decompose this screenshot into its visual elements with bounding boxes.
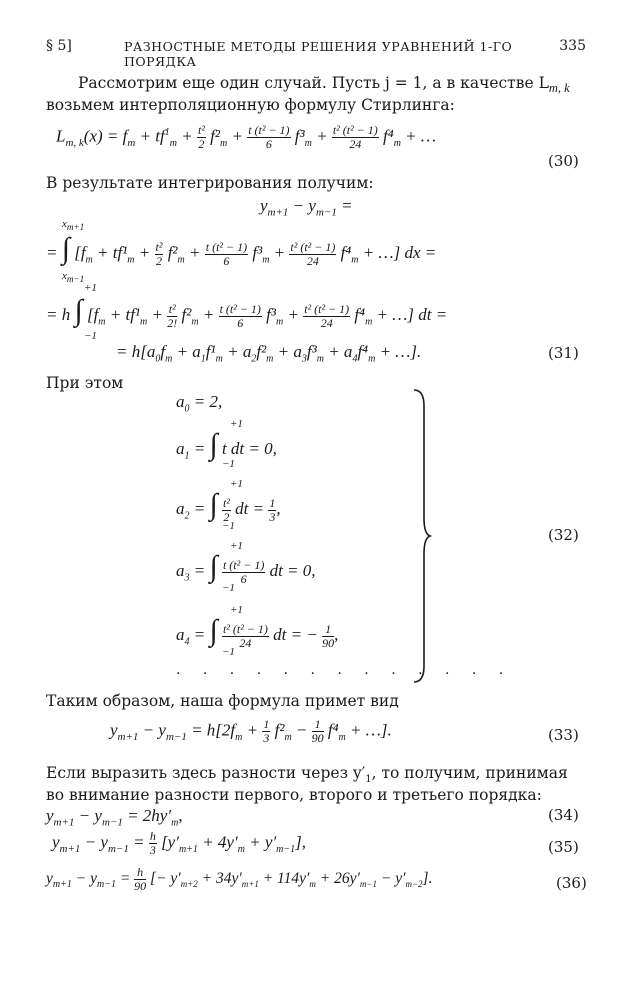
- formula-36: $y_{m+1} - y_{m-1}$ = $\frac{h}{90}$ [− $y'_{m+2} + 34y'_{m+1} + 114y'_m + 26y'_{m-1} - y'_{m-2}$].: [46, 865, 433, 893]
- eq-number-36: (36): [556, 874, 587, 892]
- para-where: При этом: [46, 374, 124, 392]
- formula-a4: +1 $a_4$ = ∫ $\frac{\text{t² (t² − 1)}}{24}$ dt = − $\frac{1}{90}$ , −1: [176, 604, 339, 658]
- eq-number-31: (31): [548, 344, 579, 362]
- para-intro-line1: Рассмотрим еще один случай. Пусть j = 1, а в качестве $L_{m, k}$: [78, 74, 570, 95]
- formula-a3: +1 $a_3$ = ∫ $\frac{\text{t (t² − 1)}}{6}$ dt = 0, −1: [176, 540, 316, 594]
- para-differences-line1: Если выразить здесь разности через $y'_1$, то получим, принимая: [46, 764, 568, 786]
- para-differences-line2: во внимание разности первого, второго и третьего порядка:: [46, 786, 542, 804]
- para-intro-line2: возьмем интерполяционную формулу Стирлинга:: [46, 96, 455, 114]
- page-number: 335: [559, 38, 586, 54]
- ellipsis-row: . . . . . . . . . . . . .: [176, 662, 513, 678]
- formula-integral-x: $x_{m+1}$ = ∫ [$f_m + tf^1_m$ + $\frac{\text{t²}}{2}$ $f^2_m$ + $\frac{\text{t (t² − 1)}}{6}$ $f^3_m$ + $\frac{\text{t² (t² − 1)}}{24}$ $f^4_m$ + …] dx = $x_{m-1}$: [46, 218, 437, 285]
- formula-34: $y_{m+1} - y_{m-1} = 2hy'_m$,: [46, 806, 183, 829]
- para-integration: В результате интегрирования получим:: [46, 174, 374, 192]
- eq-number-34: (34): [548, 806, 579, 824]
- formula-a2: +1 $a_2$ = ∫ $\frac{\text{t²}}{2}$ dt = $\frac{1}{3}$ , −1: [176, 478, 281, 532]
- formula-35: $y_{m+1} - y_{m-1}$ = $\frac{h}{3}$ $[y'_{m+1} + 4y'_m + y'_{m-1}]$,: [52, 829, 307, 857]
- formula-33: $y_{m+1} - y_{m-1} = h[2f_m$ + $\frac{1}{3}$ $f^2_m$ − $\frac{1}{90}$ $f^4_m$ + …].: [110, 717, 392, 745]
- formula-integral-t: +1 = h ∫ [$f_m + tf^1_m$ + $\frac{\text{t²}}{2!}$ $f^2_m$ + $\frac{\text{t (t² − 1)}}{6}$ $f^3_m$ + $\frac{\text{t² (t² − 1)}}{24}$ $f^4_m$ + …] dt = −1: [46, 282, 448, 342]
- eq-number-33: (33): [548, 726, 579, 744]
- right-brace: [412, 386, 432, 686]
- formula-stirling: $L_{m, k}(x) = f_m + tf^1_m$ + $\frac{\text{t²}}{2}$ $f^2_m$ + $\frac{\text{t (t² − 1)}}{6}$ $f^3_m$ + $\frac{\text{t² (t² − 1)}}{24}$ $f^4_m$ + …: [56, 123, 437, 151]
- para-thus: Таким образом, наша формула примет вид: [46, 692, 399, 710]
- section-number: § 5]: [46, 38, 72, 54]
- eq-number-32: (32): [548, 526, 579, 544]
- eq-number-30: (30): [548, 152, 579, 170]
- formula-a1: +1 $a_1$ = ∫ t dt = 0, −1: [176, 418, 277, 470]
- formula-a0: $a_0 = 2$,: [176, 392, 223, 415]
- formula-lhs: $y_{m+1} - y_{m-1}$ =: [260, 196, 353, 219]
- formula-31: = $h[a_0f_m + a_1f^1_m + a_2f^2_m + a_3f^3_m + a_4f^4_m$ + …].: [116, 342, 422, 365]
- eq-number-35: (35): [548, 838, 579, 856]
- running-title: РАЗНОСТНЫЕ МЕТОДЫ РЕШЕНИЯ УРАВНЕНИЙ 1-ГО ПОРЯДКА: [124, 39, 513, 69]
